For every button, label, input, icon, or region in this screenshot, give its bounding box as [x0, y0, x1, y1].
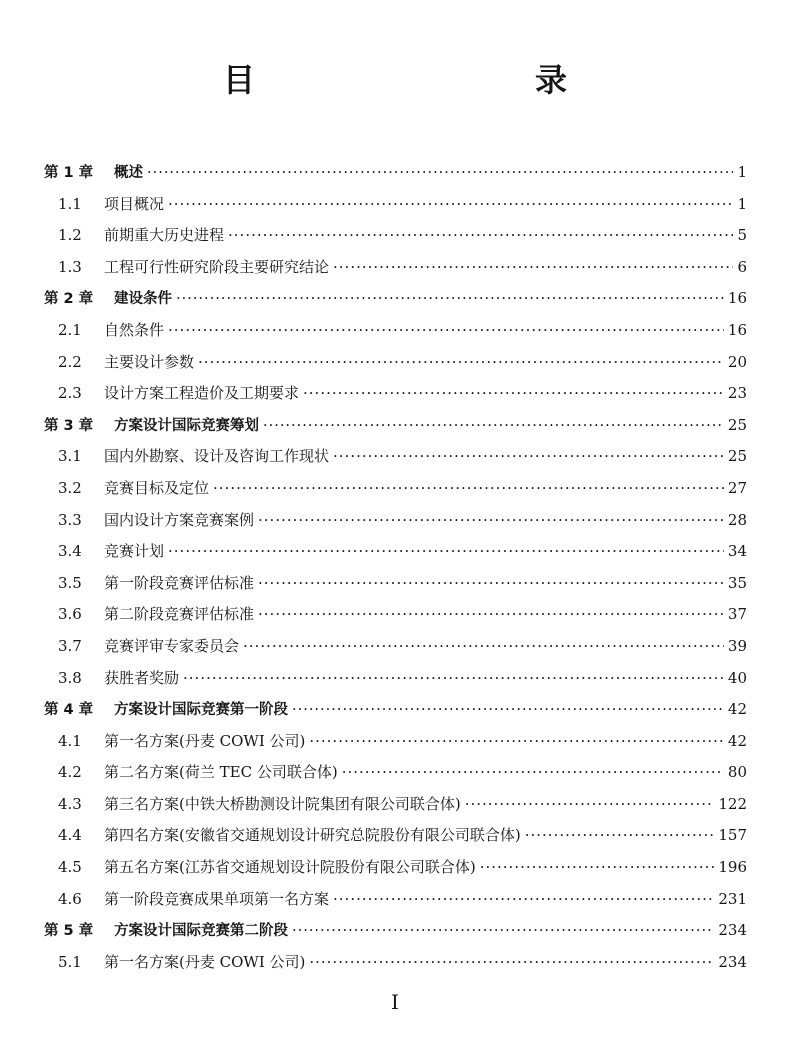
- page-title: 目 录: [222, 61, 639, 99]
- dot-leader: [263, 411, 724, 443]
- dot-leader: [333, 441, 724, 473]
- toc-entry-title: 方案设计国际竞赛筹划: [114, 417, 259, 434]
- toc-page-number: 16: [727, 320, 747, 339]
- dot-leader: [292, 695, 724, 727]
- toc-entry-number: 第 5 章: [44, 923, 94, 940]
- toc-page-number: 196: [718, 858, 747, 877]
- toc-section-row: [44, 789, 747, 821]
- toc-section-row: [44, 820, 747, 852]
- toc-entry-number: 3.4: [58, 542, 82, 561]
- toc-entry-number: 3.8: [58, 668, 82, 687]
- toc-entry-number: 第 1 章: [44, 165, 94, 181]
- toc-entry-number: 3.2: [58, 478, 82, 497]
- toc-page-number: 20: [727, 352, 747, 371]
- dot-leader: [147, 158, 733, 190]
- toc-chapter-row: [44, 410, 747, 442]
- dot-leader: [525, 820, 715, 852]
- toc-entry-number: 3.3: [58, 510, 82, 529]
- toc-entry-title: 第一阶段竞赛成果单项第一名方案: [104, 889, 330, 908]
- toc-entry-number: 4.4: [58, 826, 82, 845]
- toc-entry-title: 方案设计国际竞赛第二阶段: [114, 923, 288, 940]
- toc-entry-number: 4.6: [58, 889, 82, 908]
- dot-leader: [168, 536, 724, 568]
- toc-entry-title: 第四名方案(安徽省交通规划设计研究总院股份有限公司联合体): [104, 826, 521, 845]
- dot-leader: [309, 947, 714, 979]
- toc-page-number: 234: [718, 921, 747, 940]
- dot-leader: [183, 663, 724, 695]
- dot-leader: [176, 284, 724, 316]
- toc-page-number: 25: [727, 447, 747, 466]
- toc-entry-title: 第一名方案(丹麦 COWI 公司): [104, 731, 306, 750]
- toc-entry-title: 方案设计国际竞赛第一阶段: [114, 702, 288, 719]
- toc-section-row: [44, 536, 747, 568]
- toc-entry-number: 4.2: [58, 763, 82, 782]
- toc-page-number: 42: [727, 731, 747, 750]
- toc-section-row: [44, 631, 747, 663]
- toc-section-row: [44, 663, 747, 695]
- toc-page-number: 25: [727, 415, 747, 434]
- toc-entry-title: 工程可行性研究阶段主要研究结论: [104, 257, 330, 276]
- toc-entry-number: 3.1: [58, 447, 82, 466]
- toc-page-number: 37: [727, 605, 747, 624]
- toc-page-number: 16: [727, 289, 747, 308]
- toc-section-row: [44, 884, 747, 916]
- dot-leader: [303, 378, 724, 410]
- page-folio: I: [391, 990, 399, 1014]
- toc-section-row: [44, 441, 747, 473]
- toc-page-number: 42: [727, 700, 747, 719]
- dot-leader: [213, 473, 724, 505]
- toc-entry-title: 第二阶段竞赛评估标准: [104, 605, 255, 624]
- dot-leader: [198, 347, 724, 379]
- toc-section-row: [44, 726, 747, 758]
- toc-chapter-row: [44, 283, 747, 315]
- toc-entry-title: 第二名方案(荷兰 TEC 公司联合体): [104, 763, 338, 782]
- table-of-contents: [44, 157, 747, 978]
- toc-entry-title: 建设条件: [114, 291, 172, 308]
- toc-section-row: [44, 568, 747, 600]
- toc-section-row: [44, 315, 747, 347]
- toc-section-row: [44, 947, 747, 979]
- toc-entry-number: 5.1: [58, 952, 82, 971]
- dot-leader: [480, 852, 715, 884]
- toc-entry-title: 前期重大历史进程: [104, 226, 225, 245]
- dot-leader: [258, 505, 724, 537]
- toc-page-number: 1: [737, 163, 747, 181]
- toc-entry-number: 1.3: [58, 257, 82, 276]
- toc-section-row: [44, 347, 747, 379]
- toc-entry-number: 1.2: [58, 226, 82, 245]
- toc-entry-title: 第五名方案(江苏省交通规划设计院股份有限公司联合体): [104, 858, 476, 877]
- toc-entry-number: 第 4 章: [44, 702, 94, 719]
- toc-page-number: 28: [727, 510, 747, 529]
- toc-page-number: 234: [718, 952, 747, 971]
- toc-entry-number: 4.1: [58, 731, 82, 750]
- toc-entry-title: 第一阶段竞赛评估标准: [104, 573, 255, 592]
- toc-entry-number: 4.3: [58, 794, 82, 813]
- dot-leader: [168, 189, 733, 221]
- toc-section-row: [44, 757, 747, 789]
- dot-leader: [465, 789, 715, 821]
- toc-entry-title: 获胜者奖励: [104, 668, 180, 687]
- toc-entry-number: 2.3: [58, 384, 82, 403]
- dot-leader: [333, 884, 714, 916]
- toc-section-row: [44, 599, 747, 631]
- toc-entry-title: 竞赛目标及定位: [104, 478, 210, 497]
- dot-leader: [309, 726, 724, 758]
- toc-entry-title: 第一名方案(丹麦 COWI 公司): [104, 952, 306, 971]
- toc-section-row: [44, 189, 747, 221]
- toc-entry-number: 3.6: [58, 605, 82, 624]
- toc-entry-number: 第 3 章: [44, 417, 94, 434]
- dot-leader: [228, 220, 733, 252]
- dot-leader: [258, 599, 724, 631]
- toc-entry-title: 竞赛评审专家委员会: [104, 636, 240, 655]
- toc-page-number: 34: [727, 542, 747, 561]
- toc-chapter-row: [44, 694, 747, 726]
- dot-leader: [292, 916, 714, 948]
- toc-entry-number: 3.5: [58, 573, 82, 592]
- toc-section-row: [44, 505, 747, 537]
- toc-entry-title: 国内设计方案竞赛案例: [104, 510, 255, 529]
- toc-entry-number: 4.5: [58, 858, 82, 877]
- toc-entry-number: 第 2 章: [44, 291, 94, 308]
- toc-section-row: [44, 473, 747, 505]
- toc-entry-title: 概述: [114, 165, 143, 181]
- toc-entry-number: 2.1: [58, 320, 82, 339]
- toc-entry-number: 3.7: [58, 636, 82, 655]
- toc-page-number: 157: [718, 826, 747, 845]
- dot-leader: [333, 252, 733, 284]
- dot-leader: [243, 631, 724, 663]
- dot-leader: [168, 315, 724, 347]
- toc-entry-title: 设计方案工程造价及工期要求: [104, 384, 300, 403]
- toc-page-number: 1: [737, 194, 747, 213]
- toc-chapter-row: [44, 915, 747, 947]
- toc-entry-number: 1.1: [58, 194, 82, 213]
- toc-entry-number: 2.2: [58, 352, 82, 371]
- toc-entry-title: 国内外勘察、设计及咨询工作现状: [104, 447, 330, 466]
- toc-page-number: 5: [737, 226, 747, 245]
- toc-entry-title: 自然条件: [104, 320, 165, 339]
- toc-section-row: [44, 220, 747, 252]
- toc-page-number: 40: [727, 668, 747, 687]
- toc-entry-title: 第三名方案(中铁大桥勘测设计院集团有限公司联合体): [104, 794, 461, 813]
- toc-page-number: 23: [727, 384, 747, 403]
- toc-page-number: 27: [727, 478, 747, 497]
- toc-entry-title: 主要设计参数: [104, 352, 195, 371]
- toc-page-number: 6: [737, 257, 747, 276]
- toc-page-number: 122: [718, 794, 747, 813]
- toc-section-row: [44, 252, 747, 284]
- toc-page-number: 35: [727, 573, 747, 592]
- toc-chapter-row: [44, 157, 747, 189]
- toc-entry-title: 项目概况: [104, 194, 165, 213]
- toc-page-number: 39: [727, 636, 747, 655]
- toc-page-number: 80: [727, 763, 747, 782]
- toc-page-number: 231: [718, 889, 747, 908]
- toc-entry-title: 竞赛计划: [104, 542, 165, 561]
- dot-leader: [342, 757, 724, 789]
- toc-section-row: [44, 852, 747, 884]
- toc-section-row: [44, 378, 747, 410]
- dot-leader: [258, 568, 724, 600]
